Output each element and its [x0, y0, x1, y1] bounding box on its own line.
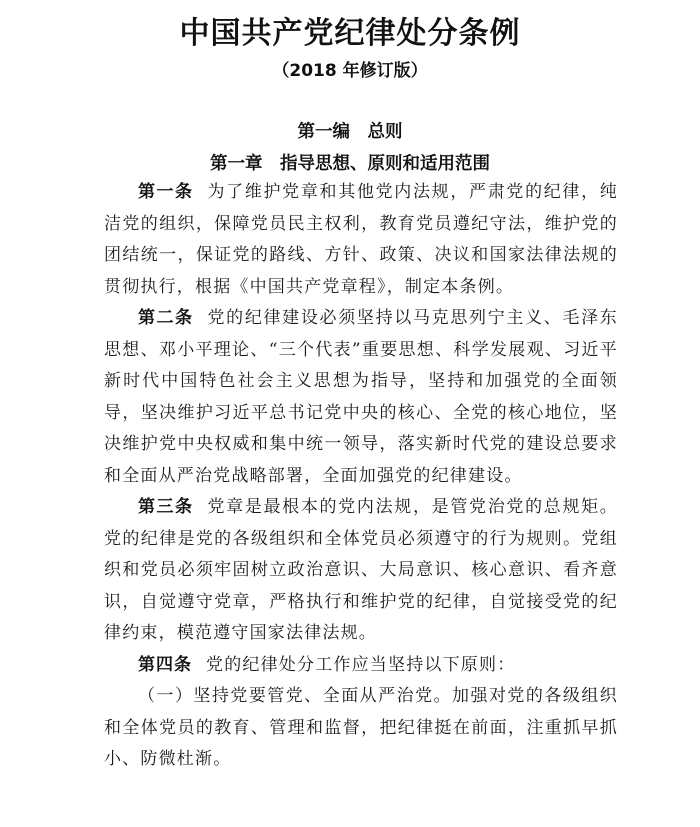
article-4-item-1	[104, 681, 618, 776]
article-label: 第一条	[138, 182, 194, 202]
article-label: 第三条	[138, 497, 194, 517]
article-2	[104, 303, 618, 492]
article-text: 党的纪律建设必须坚持以马克思列宁主义、毛泽东思想、邓小平理论、“三个代表”重要思想、科学发展观、习近平新时代中国特色社会主义思想为指导，坚持和加强党的全面领导，坚决维护习近平总书记党中央的核心、全党的核心地位，坚决维护党中央权威和集中统一领导，落实新时代党的建设总要求和全面从严治党战略部署，全面加强党的纪律建设。	[104, 308, 618, 486]
article-text: 党章是最根本的党内法规，是管党治党的总规矩。党的纪律是党的各级组织和全体党员必须遵守的行为规则。党组织和党员必须牢固树立政治意识、大局意识、核心意识、看齐意识，自觉遵守党章，严格执行和维护党的纪律，自觉接受党的纪律约束，模范遵守国家法律法规。	[104, 497, 618, 643]
article-label: 第四条	[138, 654, 192, 675]
document-subtitle: （2018 年修订版）	[272, 61, 428, 81]
item-text: （一）坚持党要管党、全面从严治党。加强对党的各级组织和全体党员的教育、管理和监督，把纪律挺在前面，注重抓早抓小、防微杜渐。	[104, 686, 618, 769]
article-text: 为了维护党章和其他党内法规，严肃党的纪律，纯洁党的组织，保障党员民主权利，教育党员遵纪守法，维护党的团结统一，保证党的路线、方针、政策、决议和国家法律法规的贯彻执行，根据《中国共产党章程》，制定本条例。	[104, 182, 618, 297]
article-3	[104, 492, 618, 650]
chapter-heading: 第一章 指导思想、原则和适用范围	[210, 154, 490, 174]
article-label: 第二条	[138, 308, 194, 328]
article-1	[104, 177, 618, 303]
article-4	[104, 650, 618, 682]
document-title: 中国共产党纪律处分条例	[179, 16, 521, 51]
article-text: 党的纪律处分工作应当坚持以下原则：	[206, 654, 516, 675]
document-body	[104, 177, 618, 776]
part-heading: 第一编 总则	[297, 122, 403, 142]
